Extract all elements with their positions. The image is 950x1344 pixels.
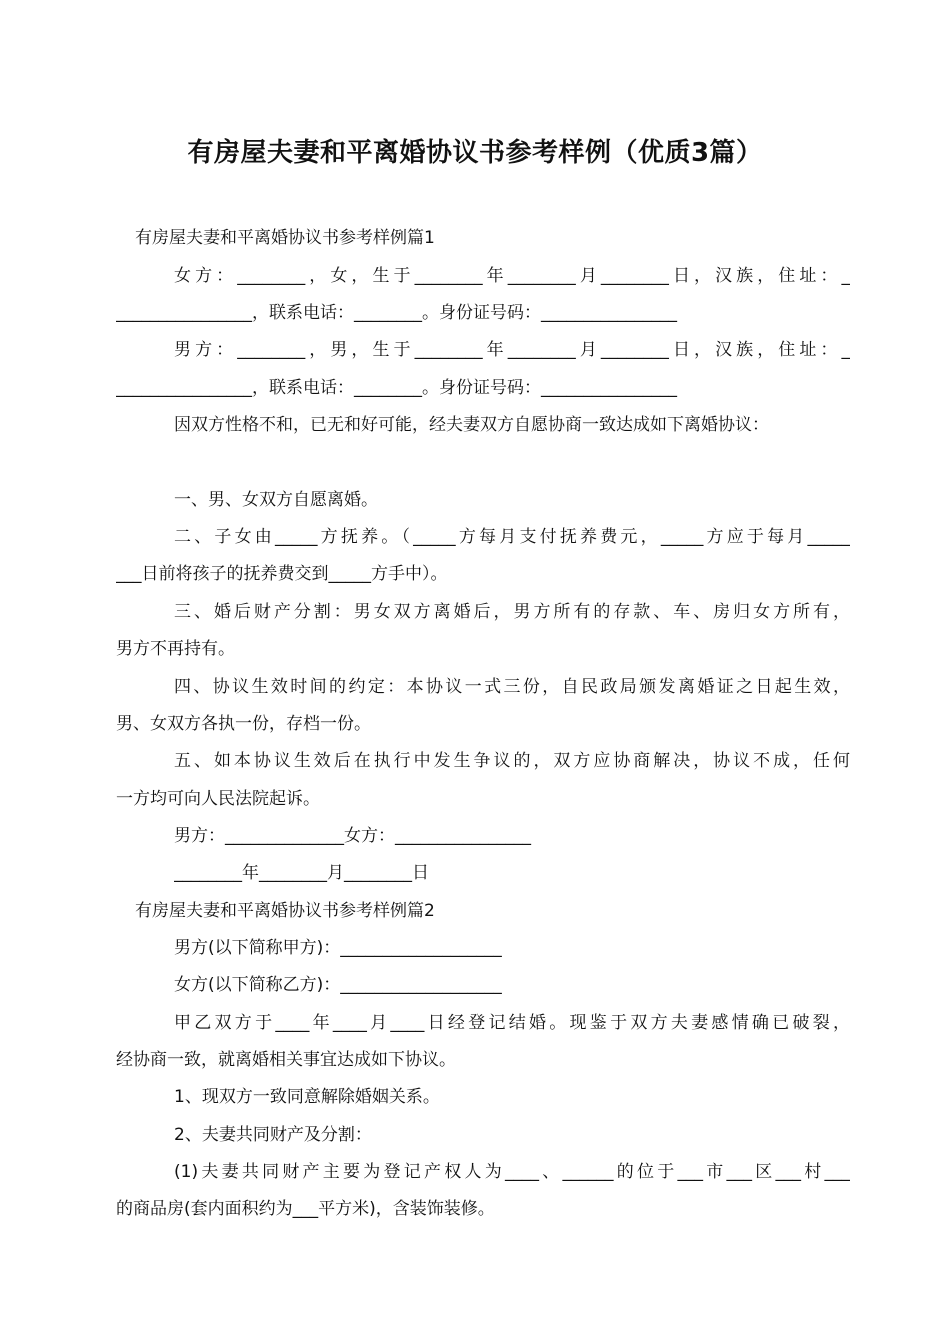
paragraph-line: ___日前将孩子的抚养费交到_____方手中）。 [116,564,448,584]
paragraph-line: 一方均可向人民法院起诉。 [116,789,320,809]
paragraph-line: 经协商一致，就离婚相关事宜达成如下协议。 [116,1050,456,1070]
party-a-line: 男方(以下简称甲方)：___________________ [174,938,502,958]
paragraph-line: 男方：________，男，生于________年________月________日，汉族，住址：_ [174,340,850,360]
paragraph-line: 男方不再持有。 [116,639,235,659]
paragraph-line: 的商品房(套内面积约为___平方米)，含装饰装修。 [116,1199,495,1219]
clause-2: 2、夫妻共同财产及分割： [174,1125,372,1145]
paragraph-line: ________________，联系电话：________。身份证号码：________________ [116,303,677,323]
sub-clause-1: (1)夫妻共同财产主要为登记产权人为____、______的位于___市___区___村___ [174,1162,850,1182]
section-heading-2: 有房屋夫妻和平离婚协议书参考样例篇2 [135,901,435,921]
paragraph-line: 男、女双方各执一份，存档一份。 [116,714,371,734]
clause-1: 1、现双方一致同意解除婚姻关系。 [174,1087,440,1107]
party-b-line: 女方(以下简称乙方)：___________________ [174,975,502,995]
clause-2: 二、子女由_____方抚养。（_____方每月支付抚养费元，_____方应于每月_____ [174,527,850,547]
section-heading-1: 有房屋夫妻和平离婚协议书参考样例篇1 [135,228,435,248]
clause-1: 一、男、女双方自愿离婚。 [174,490,378,510]
clause-5: 五、如本协议生效后在执行中发生争议的，双方应协商解决，协议不成，任何 [174,751,850,771]
document-title: 有房屋夫妻和平离婚协议书参考样例（优质3篇） [187,138,763,168]
paragraph-line: 甲乙双方于____年____月____日经登记结婚。现鉴于双方夫妻感情确已破裂， [174,1013,850,1033]
paragraph-line: 女方：________，女，生于________年________月________日，汉族，住址：_ [174,266,850,286]
signature-line: 男方：______________女方：________________ [174,826,531,846]
clause-4: 四、协议生效时间的约定：本协议一式三份，自民政局颁发离婚证之日起生效， [174,677,850,697]
clause-3: 三、婚后财产分割：男女双方离婚后，男方所有的存款、车、房归女方所有， [174,602,850,622]
paragraph-line: 因双方性格不和，已无和好可能，经夫妻双方自愿协商一致达成如下离婚协议： [174,415,769,435]
date-line: ________年________月________日 [174,863,429,883]
paragraph-line: ________________，联系电话：________。身份证号码：________________ [116,378,677,398]
